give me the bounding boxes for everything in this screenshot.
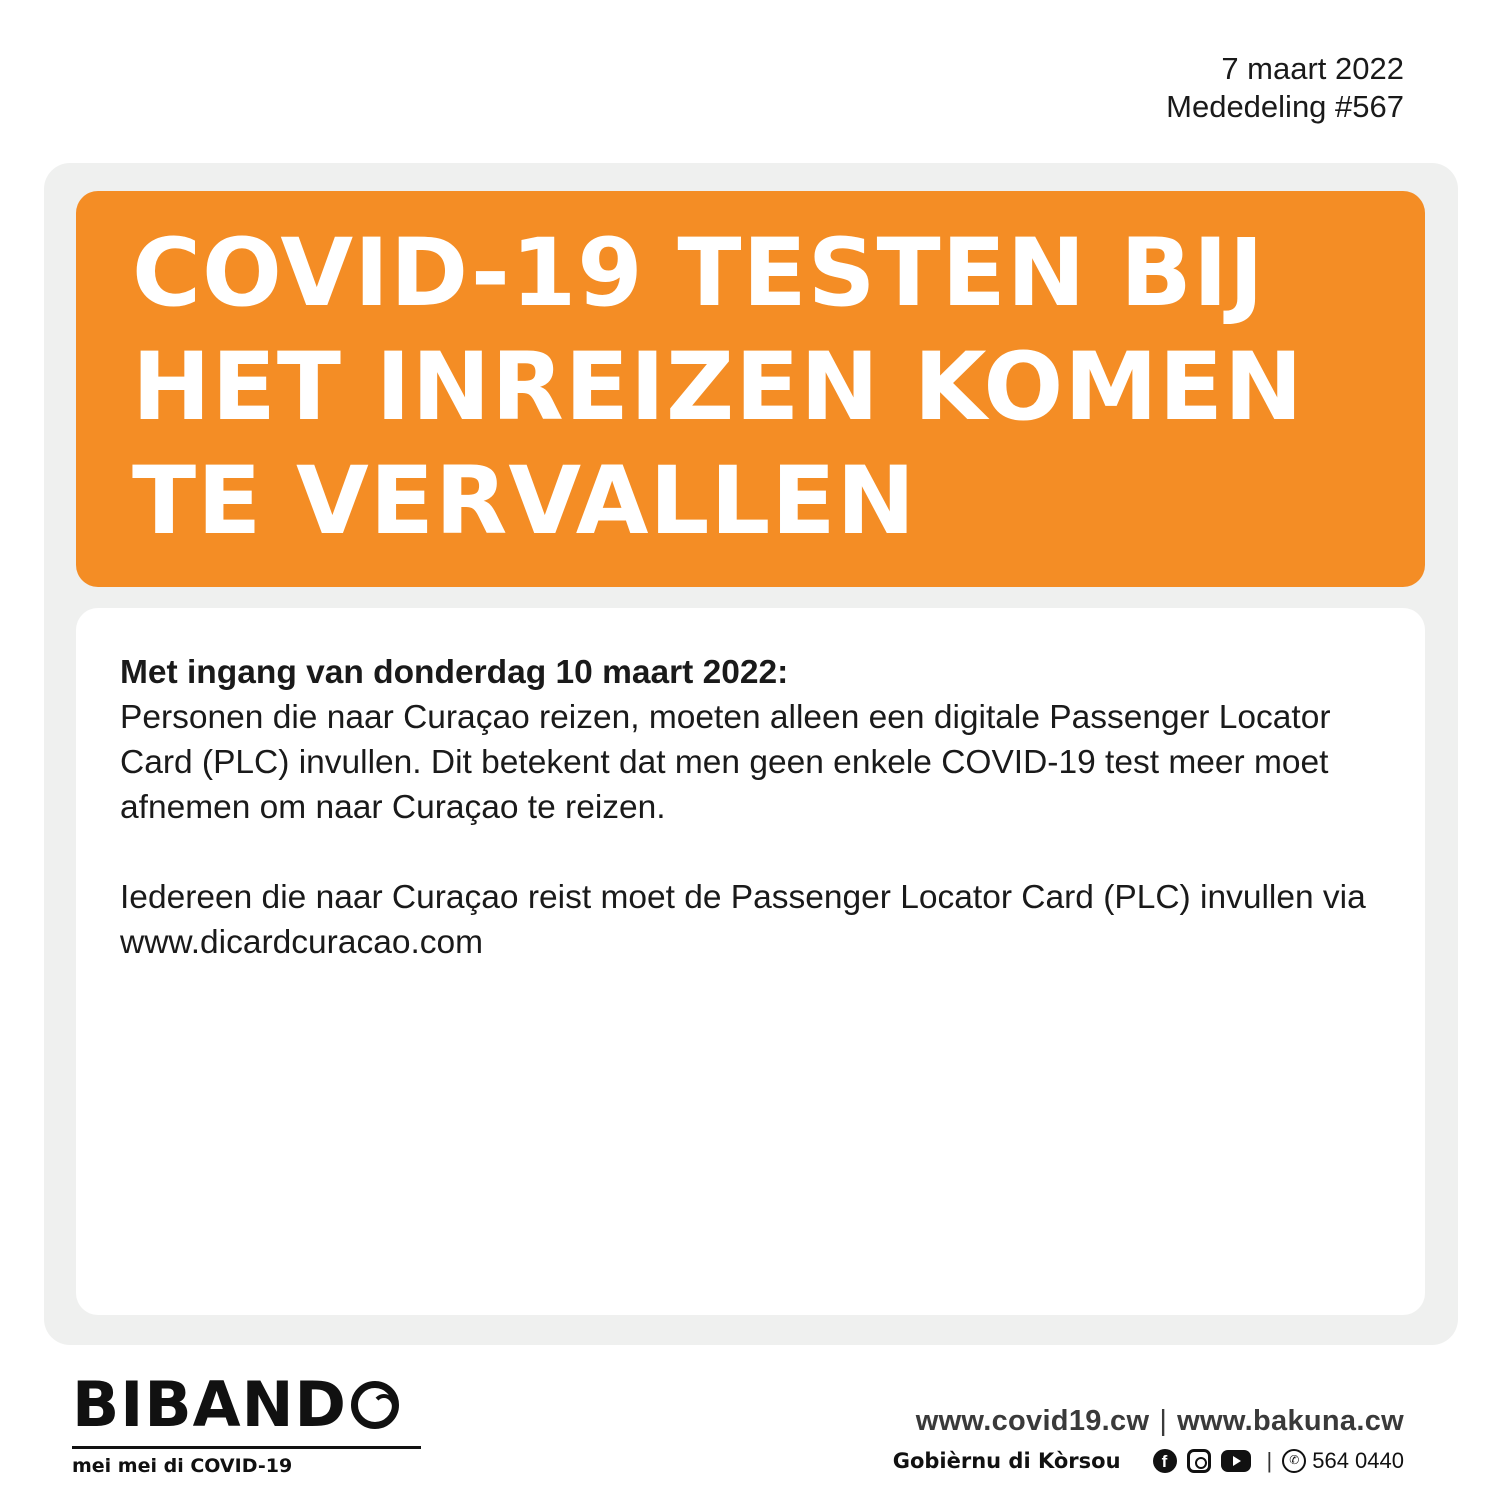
website-covid19-link[interactable]: www.covid19.cw <box>915 1405 1150 1437</box>
headline-banner <box>76 191 1425 587</box>
announcement-paragraph-1: Personen die naar Curaçao reizen, moeten alleen een digitale Passenger Locator Card (PLC) invullen. Dit betekent dat men geen enkele COVID-19 test meer moet afnemen om naar Curaçao te reizen. <box>120 699 1331 826</box>
paragraph-spacer <box>120 830 1400 875</box>
announcement-body <box>120 650 1400 965</box>
headline-line-1: COVID-19 TESTEN BIJ <box>132 219 1265 328</box>
phone-number: 564 0440 <box>1312 1448 1404 1473</box>
announcement-card <box>76 608 1425 1315</box>
logo-o-icon <box>351 1381 399 1429</box>
notice-number: Mededeling #567 <box>1166 89 1404 124</box>
government-name: Gobièrnu di Kòrsou <box>892 1449 1121 1473</box>
announcement-lead: Met ingang van donderdag 10 maart 2022: <box>120 654 789 691</box>
headline-line-2: HET INREIZEN KOMEN <box>132 333 1304 442</box>
logo-wordmark <box>72 1368 422 1441</box>
logo-tagline: mei mei di COVID-19 <box>72 1455 293 1477</box>
youtube-icon[interactable] <box>1221 1450 1251 1472</box>
bibando-logo <box>72 1368 422 1477</box>
headline-title <box>132 217 1402 559</box>
headline-line-3: TE VERVALLEN <box>132 447 917 556</box>
logo-underline <box>72 1446 421 1449</box>
logo-text: BIBAND <box>72 1368 347 1441</box>
footer-websites <box>893 1405 1404 1438</box>
notice-meta <box>1166 50 1404 126</box>
instagram-icon[interactable] <box>1187 1449 1211 1473</box>
announcement-paragraph-2: Iedereen die naar Curaçao reist moet de Passenger Locator Card (PLC) invullen via www.dicardcuracao.com <box>120 879 1366 961</box>
website-bakuna-link[interactable]: www.bakuna.cw <box>1177 1405 1404 1437</box>
footer-divider: | <box>1266 1448 1273 1473</box>
notice-date: 7 maart 2022 <box>1221 51 1404 86</box>
whatsapp-icon: ✆ <box>1282 1449 1306 1473</box>
footer-government-row <box>893 1448 1404 1474</box>
facebook-icon[interactable]: f <box>1153 1449 1177 1473</box>
website-separator: | <box>1159 1405 1168 1437</box>
footer-contact <box>893 1405 1404 1474</box>
